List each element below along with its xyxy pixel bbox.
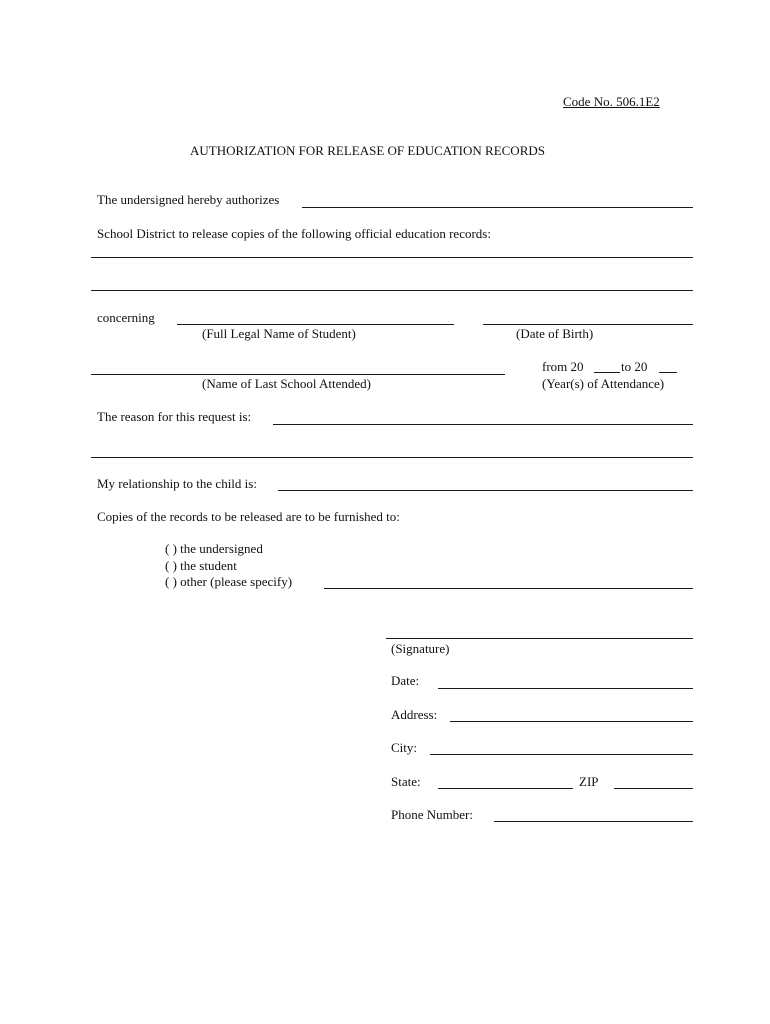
reason-label: The reason for this request is:	[97, 409, 252, 424]
state-label: State:	[391, 774, 421, 789]
option-student[interactable]: ( ) the student	[165, 558, 237, 573]
from-year-field[interactable]	[594, 372, 620, 373]
phone-label: Phone Number:	[391, 807, 473, 822]
relationship-field[interactable]	[278, 490, 693, 491]
form-title: AUTHORIZATION FOR RELEASE OF EDUCATION RECORDS	[190, 143, 545, 158]
district-name-field[interactable]	[302, 207, 693, 208]
zip-label: ZIP	[579, 774, 599, 789]
option-undersigned[interactable]: ( ) the undersigned	[165, 541, 263, 556]
to-year-field[interactable]	[659, 372, 677, 373]
other-specify-field[interactable]	[324, 588, 693, 589]
from-label: from 20	[542, 359, 584, 374]
student-name-caption: (Full Legal Name of Student)	[202, 326, 356, 341]
date-label: Date:	[391, 673, 420, 688]
reason-field-line-1[interactable]	[273, 424, 693, 425]
signature-field[interactable]	[386, 638, 693, 639]
signature-caption: (Signature)	[391, 641, 450, 656]
zip-field[interactable]	[614, 788, 693, 789]
phone-field[interactable]	[494, 821, 693, 822]
student-name-field[interactable]	[177, 324, 454, 325]
to-label: to 20	[621, 359, 648, 374]
attendance-caption: (Year(s) of Attendance)	[542, 376, 665, 391]
code-number: Code No. 506.1E2	[563, 94, 660, 109]
city-field[interactable]	[430, 754, 693, 755]
last-school-caption: (Name of Last School Attended)	[202, 376, 371, 391]
option-other[interactable]: ( ) other (please specify)	[165, 574, 293, 589]
reason-field-line-2[interactable]	[91, 457, 693, 458]
relationship-label: My relationship to the child is:	[97, 476, 257, 491]
date-of-birth-field[interactable]	[483, 324, 693, 325]
dob-caption: (Date of Birth)	[516, 326, 594, 341]
address-label: Address:	[391, 707, 438, 722]
address-field[interactable]	[450, 721, 693, 722]
records-field-line-2[interactable]	[91, 290, 693, 291]
district-line: School District to release copies of the following official education records:	[97, 226, 491, 241]
authorizes-label: The undersigned hereby authorizes	[97, 192, 280, 207]
city-label: City:	[391, 740, 418, 755]
concerning-label: concerning	[97, 310, 155, 325]
records-field-line-1[interactable]	[91, 257, 693, 258]
date-field[interactable]	[438, 688, 693, 689]
state-field[interactable]	[438, 788, 573, 789]
copies-label: Copies of the records to be released are to be furnished to:	[97, 509, 400, 524]
last-school-field[interactable]	[91, 374, 505, 375]
